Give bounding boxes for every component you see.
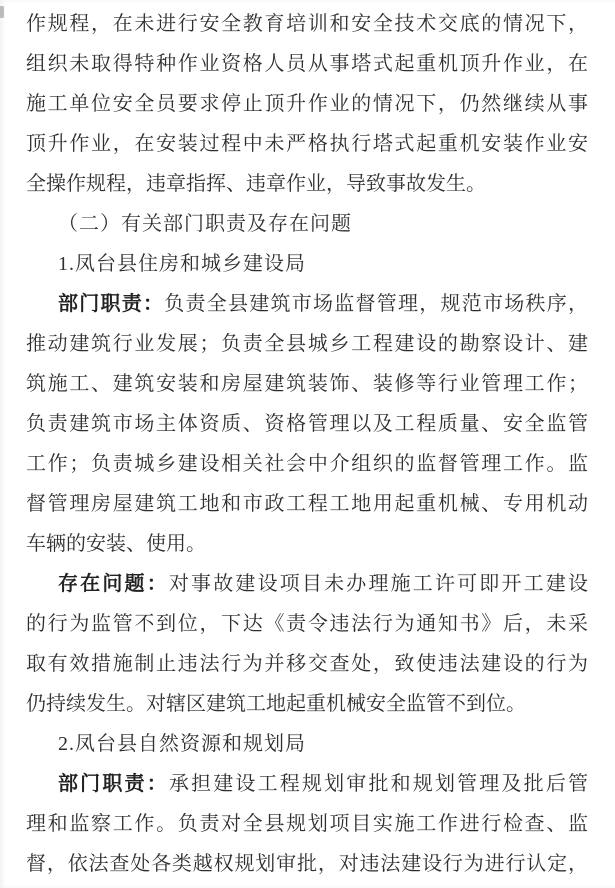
line-text: 承担建设工程规划审批和规划管理及批后管 <box>168 773 588 795</box>
body-text-line: 筑施工、建筑安装和房屋建筑装饰、装修等行业管理工作； <box>26 373 588 395</box>
body-text-line: 推动建筑行业发展；负责全县城乡工程建设的勘察设计、建 <box>26 333 588 355</box>
body-text-line: 督，依法查处各类越权规划审批，对违法建设行为进行认定， <box>26 853 588 875</box>
body-text-line: 取有效措施制止违法行为并移交查处，致使违法建设的行为 <box>26 653 588 675</box>
body-text-line: 作规程，在未进行安全教育培训和安全技术交底的情况下， <box>26 13 588 35</box>
body-text-line: 工作；负责城乡建设相关社会中介组织的监督管理工作。监 <box>26 453 588 475</box>
scan-edge-artifact <box>0 6 4 18</box>
body-text-line: 理和监察工作。负责对全县规划项目实施工作进行检查、监 <box>26 813 588 835</box>
body-text-line: 督管理房屋建筑工地和市政工程工地用起重机械、专用机动 <box>26 493 588 515</box>
dept-duty-paragraph-start <box>26 764 588 804</box>
problems-paragraph-start <box>26 564 588 604</box>
bold-label-duty: 部门职责： <box>58 293 165 315</box>
body-text-line: 顶升作业，在安装过程中未严格执行塔式起重机安装作业安 <box>26 133 588 155</box>
line-text: 对事故建设项目未办理施工许可即开工建设 <box>168 573 588 595</box>
bold-label-problem: 存在问题： <box>58 573 169 595</box>
subsection-1-title: 1.凤台县住房和城乡建设局 <box>58 253 306 275</box>
document-content <box>26 4 588 884</box>
body-text-line: 施工单位安全员要求停止顶升作业的情况下，仍然继续从事 <box>26 93 588 115</box>
body-text-line: 车辆的安装、使用。 <box>26 533 206 555</box>
section-heading: （二）有关部门职责及存在问题 <box>58 213 352 235</box>
body-text-line: 全操作规程，违章指挥、违章作业，导致事故发生。 <box>26 173 486 195</box>
body-text-line: 组织未取得特种作业资格人员从事塔式起重机顶升作业，在 <box>26 53 588 75</box>
line-text: 负责全县建筑市场监督管理，规范市场秩序， <box>164 293 588 315</box>
body-text-line: 的行为监管不到位，下达《责令违法行为通知书》后，未采 <box>26 613 588 635</box>
subsection-2-title: 2.凤台县自然资源和规划局 <box>58 733 306 755</box>
dept-duty-paragraph-start <box>26 284 588 324</box>
body-text-line: 仍持续发生。对辖区建筑工地起重机械安全监管不到位。 <box>26 693 526 715</box>
body-text-line: 负责建筑市场主体资质、资格管理以及工程质量、安全监管 <box>26 413 588 435</box>
bold-label-duty: 部门职责： <box>58 773 169 795</box>
